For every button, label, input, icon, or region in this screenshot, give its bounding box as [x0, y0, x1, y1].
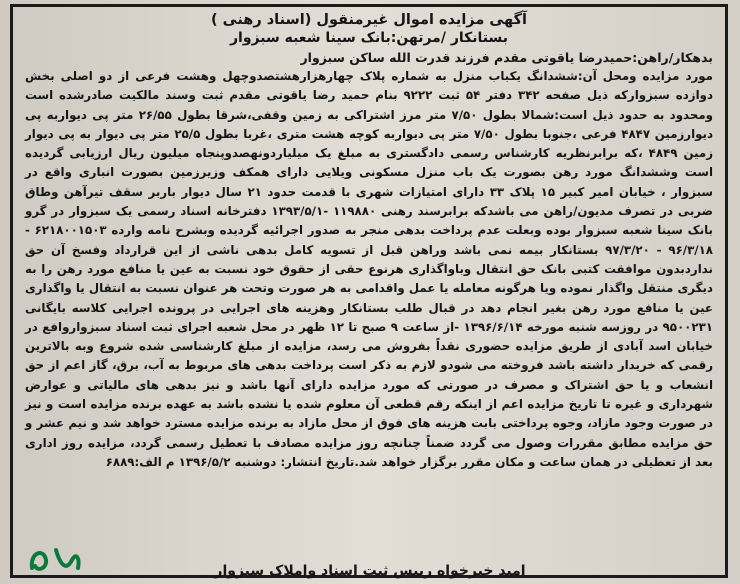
notice-frame [10, 4, 728, 578]
notice-title: آگهی مزایده اموال غیرمنقول (اسناد رهنی ) [211, 12, 527, 28]
signature-line: امید خیرخواه رییس ثبت اسناد واملاک سبزوار [214, 563, 526, 579]
notice-body: مورد مزایده ومحل آن:ششدانگ یکباب منزل به شماره پلاک چهارهزارهشتصدوچهل وهشت فرعی از دو اصلی بخش دوازده سبزوارکه ذیل صفحه ۳۴۲ دفتر ۵۴ ثبت ۹۲۲۲ بنام حمید رضا یاقوتی مقدم ثبت وسند مالکیت صادرشده است ومحدود به حدود ذیل است:شمالا بطول ۷/۵۰ متر مرز اشتراکی به زمین وقفی،شرقا بطول ۲۶/۵۵ متر پی دیواربه پی دیوارزمین ۴۸۴۷ فرعی ،جنوبا بطول ۷/۵۰ متر پی دیواربه کوچه هشت متری ،غربا بطول ۲۵/۵ متر پی دیوار به پی دیوار زمین ۴۸۴۹ ،که برابرنظریه کارشناس رسمی دادگستری به مبلغ یک میلیاردونهصدوپنجاه میلیون ریال ارزیابی گردیده است وششدانگ مورد رهن بصورت یک باب منزل مسکونی ویلایی دارای همکف وزیرزمین بصورت انباری واقع در سبزوار ، خیابان امیر کبیر ۱۵ پلاک ۳۳ دارای امتیازات شهری با قدمت حدود ۲۱ سال دیوار باربر سقف تیرآهن وطاق ضربی در تصرف مدیون/راهن می باشدکه برابرسند رهنی ۱۱۹۸۸۰ -۱۳۹۳/۵/۱ دفترخانه اسناد رسمی یک سبزوار در گرو بانک سینا شعبه سبزوار بوده وبعلت عدم پرداخت بدهی منجر به صدور اجرائیه گردیده وبشرح نامه وارده ۶۲۱۸۰۰۱۵۰۳ - ۹۶/۳/۱۸ - ۹۷/۳/۲۰ بستانکار بیمه نمی باشد وراهن قبل از تسویه کامل بدهی ناشی از این قرارداد وفسخ آن حق نداردبدون موافقت کتبی بانک حق انتقال وباواگذاری هرنوع حقی از حقوق خود نسبت به عین یا منافع مورد رهن را به دیگری منتقل واگذار نموده ویا هرگونه معامله یا عمل واقدامی به هر صورت وتحت هر عنوان نسبت به انتقال یا واگذاری عین یا منافع مورد رهن بغیر انجام دهد در قبال طلب بستانکار وهزینه های اجرایی در پرونده اجرایی کلاسه بایگانی ۹۵۰۰۲۳۱ در روزسه شنبه مورخه ۱۳۹۶/۶/۱۴ -از ساعت ۹ صبح تا ۱۲ ظهر در محل شعبه اجرای ثبت اسناد سبزواروافع در خیابان اسد آبادی از طریق مزایده حضوری نقداً بفروش می رسد، مزایده از مبلغ کارشناسی شده شروع وبه بالاترین رقمی که خریدار داشته باشد فروخته می شودو لازم به ذکر است پرداخت بدهی های مربوط به آب، برق، گاز اعم از حق انشعاب و یا حق اشتراک و مصرف در صورتی که مورد مزایده دارای آنها باشد و نیز بدهی های مالیاتی و عوارض شهرداری و غیره تا تاریخ مزایده اعم از اینکه رقم قطعی آن معلوم شده یا نشده باشد به عهده برنده مزایده است و نیز در صورت وجود مازاد، وجوه پرداختی بابت هزینه های فوق از محل مازاد به برنده مزایده مسترد خواهد شد و نیم عشر و حق مزایده مطابق مقررات وصول می گردد ضمناً چنانچه روز مزایده مصادف با تعطیل رسمی گردد، مزایده روز اداری بعد از تعطیلی در همان ساعت و مکان مقرر برگزار خواهد شد.تاریخ انتشار: دوشنبه ۱۳۹۶/۵/۲ م الف:۶۸۸۹ [25, 69, 714, 469]
notice-subtitle: بستانکار /مرتهن:بانک سینا شعبه سبزوار [229, 30, 509, 46]
handwritten-mark-icon [26, 538, 84, 578]
debtor-line: بدهکار/راهن:حمیدرضا یاقوتی مقدم فرزند قدرت الله ساکن سبزوار [300, 50, 713, 65]
